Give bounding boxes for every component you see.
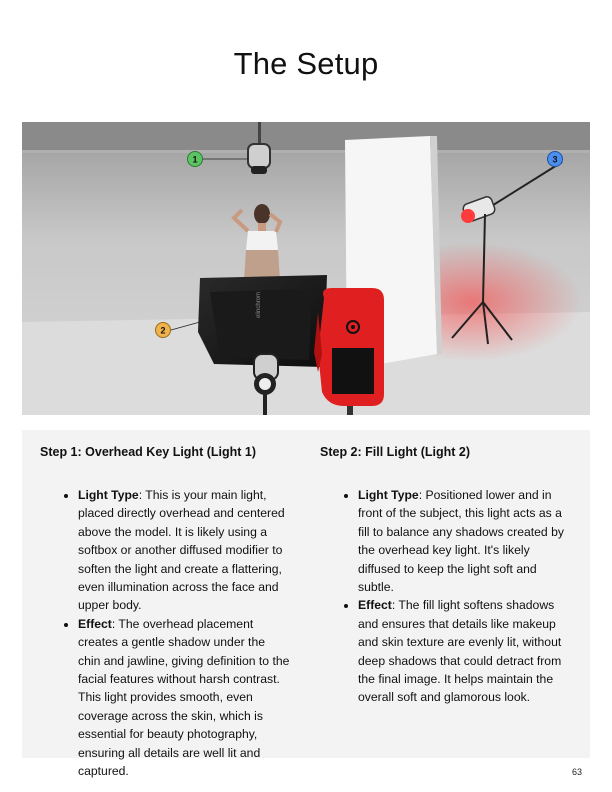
svg-text:1: 1 bbox=[192, 154, 198, 165]
step-2-list bbox=[320, 486, 570, 707]
list-item bbox=[358, 596, 570, 706]
step-2-column bbox=[320, 444, 570, 707]
list-item bbox=[78, 486, 290, 615]
term-description: : This is your main light, placed directly overhead and centered above the model. It is likely using a softbox or another diffused modifier to soften the light and create a flattering, even illumination across the face and upper body. bbox=[78, 488, 285, 613]
overhead-key-light bbox=[248, 144, 270, 168]
term-description: : The overhead placement creates a gentle shadow under the chin and jawline, giving definition to the facial features without harsh contrast. This light provides smooth, even coverage across the skin, which is essential for beauty photography, ensuring all details are well lit and captured. bbox=[78, 616, 290, 779]
term-label: Light Type bbox=[78, 488, 139, 502]
term-label: Light Type bbox=[358, 488, 419, 502]
step-2-heading: Step 2: Fill Light (Light 2) bbox=[320, 445, 470, 459]
step-1-list bbox=[40, 486, 290, 781]
red-camera bbox=[314, 288, 384, 415]
list-item bbox=[358, 486, 570, 596]
term-label: Effect bbox=[78, 616, 112, 631]
svg-text:2: 2 bbox=[160, 325, 166, 336]
term-description: : The fill light softens shadows and ensures that details like makeup and skin texture are evenly lit, without deep shadows that could detract from the final image. It helps maintain the overall soft and glamorous look. bbox=[358, 598, 562, 705]
page-title: The Setup bbox=[233, 46, 379, 81]
page-number: 63 bbox=[572, 767, 583, 777]
svg-text:3: 3 bbox=[552, 154, 558, 165]
step-1-heading: Step 1: Overhead Key Light (Light 1) bbox=[40, 445, 256, 459]
softbox-brand-text: elinchrom bbox=[256, 291, 262, 318]
list-item bbox=[78, 615, 290, 781]
term-description: : Positioned lower and in front of the subject, this light acts as a fill to balance any shadows created by the overhead key light. It's likely diffused to keep the light soft and subtle. bbox=[358, 488, 564, 595]
studio-setup-image bbox=[22, 122, 590, 415]
term-label: Effect bbox=[358, 598, 392, 613]
step-1-column bbox=[40, 444, 290, 781]
marker-3 bbox=[548, 152, 563, 167]
